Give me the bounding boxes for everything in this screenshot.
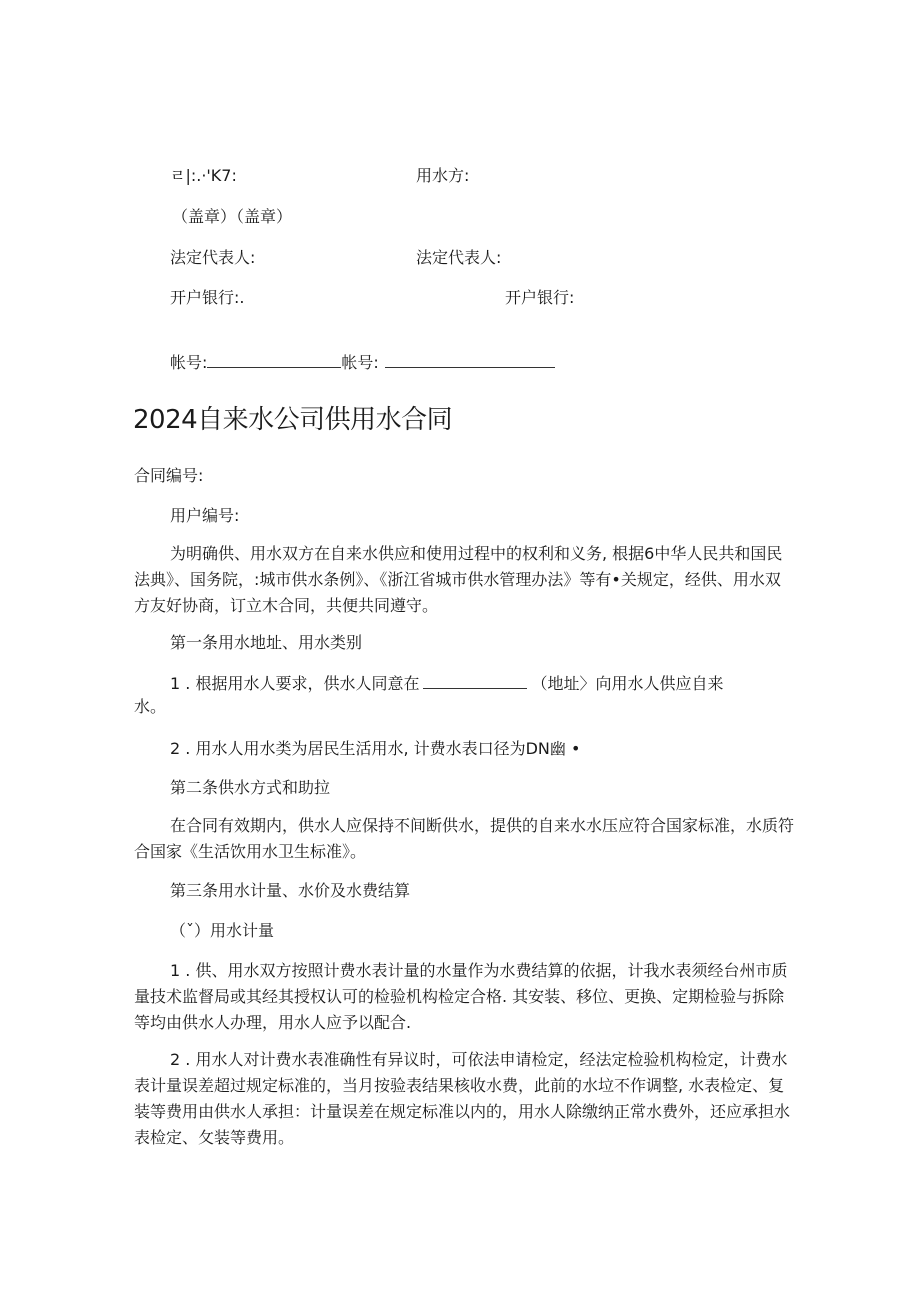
legal-rep-right: 法定代表人: <box>416 248 502 267</box>
article-1-item-1-tail: 水。 <box>134 697 167 716</box>
bank-left: 开户银行:. <box>170 288 245 307</box>
address-blank <box>423 674 527 689</box>
article-2-text: 在合同有效期内，供水人应保持不间断供水，提供的自来水水压应符合国家标准，水质符合国家《生活饮用水卫生标准》。 <box>134 816 795 861</box>
article-2-body <box>134 813 794 865</box>
document-title: 2024自来水公司供用水合同 <box>133 405 453 435</box>
supplier-label: ㄹ|:.·'K7: <box>170 166 237 185</box>
article-3-para-1 <box>134 958 794 1036</box>
seal-text: （盖章）（盖章） <box>172 207 293 226</box>
user-number: 用户编号: <box>170 506 240 525</box>
bank-right: 开户银行: <box>505 288 575 307</box>
account-row <box>170 352 555 374</box>
article-2-heading: 第二条供水方式和助拉 <box>170 778 331 797</box>
article-1-heading: 第一条用水地址、用水类别 <box>170 633 363 652</box>
legal-rep-left: 法定代表人: <box>170 248 256 267</box>
user-label: 用水方: <box>416 166 470 185</box>
account-right-blank <box>385 353 555 368</box>
article-3-para-2 <box>134 1047 794 1151</box>
article-1-item-1 <box>170 673 723 695</box>
article-3-para-2-text: 2 . 用水人对计费水表准确性有异议时，可依法申请检定，经法定检验机构检定，计费水表计量误差超过规定标准的，当月按验表结果核收水费，此前的水垃不作调整, 水表检定、复装等费用由供水人承担：计量误差在规定标准以内的，用水人除缴纳正常水费外，还应承担水表检定、攵装等费用。 <box>134 1050 791 1147</box>
article-3-heading: 第三条用水计量、水价及水费结算 <box>170 881 411 900</box>
account-left: 帐号: <box>170 353 208 372</box>
item-1-pre: 1 . 根据用水人要求，供水人同意在 <box>170 674 420 693</box>
contract-number: 合同编号: <box>134 466 204 485</box>
account-right: 帐号: <box>341 353 379 372</box>
account-left-blank <box>207 353 341 368</box>
article-3-para-1-text: 1 . 供、用水双方按照计费水表计量的水量作为水费结算的依据，计我水表须经台州市质量技术监督局或其经其授权认可的检验机构检定合格. 其安装、移位、更换、定期检验与拆除等均由供水人办理，用水人应予以配合. <box>134 961 788 1032</box>
intro-text: 为明确供、用水双方在自来水供应和使用过程中的权利和义务, 根据6中华人民共和国民法典》、国务院，:城市供水条例》、《浙江省城市供水管理办法》等有•关规定，经供、用水双方友好协商，订立木合同，共便共同遵守。 <box>134 544 783 615</box>
intro-paragraph <box>134 541 794 619</box>
item-1-post: （地址〉向用水人供应自来 <box>531 674 724 693</box>
article-1-item-2: 2 . 用水人用水类为居民生活用水, 计费水表口径为DN幽 • <box>170 739 581 758</box>
article-3-sub-1: （ˇ）用水计量 <box>170 921 275 940</box>
